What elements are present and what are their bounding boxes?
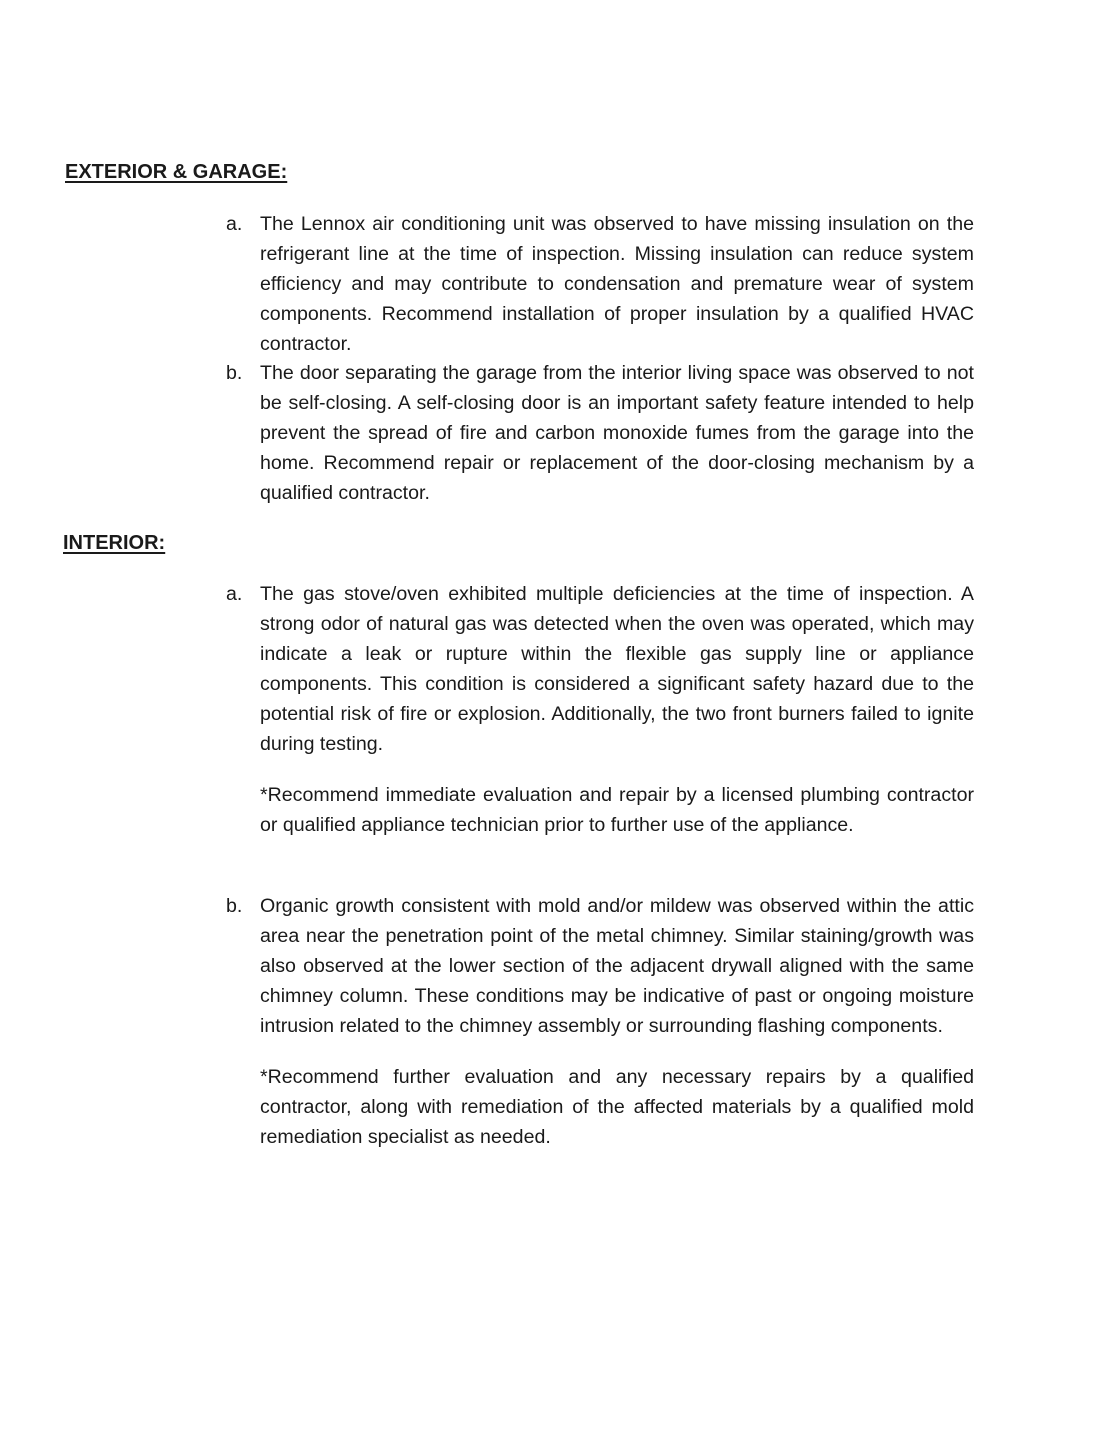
item-text: The gas stove/oven exhibited multiple deficiencies at the time of inspection. A strong odor of natural gas was detected when the oven was operated, which may indicate a leak or rupture within the flexible gas supply line or appliance components. This condition is considered a significant safety hazard due to the potential risk of fire or explosion. Additionally, the two front burners failed to ignite during testing. [260,583,974,755]
item-text: The door separating the garage from the interior living space was observed to not be self-closing. A self-closing door is an important safety feature intended to help prevent the spread of fire and carbon monoxide fumes from the garage into the home. Recommend repair or replacement of the door-closing mechanism by a qualified contractor. [260,362,974,504]
list-item-interior-b [226,891,974,1152]
item-recommendation: *Recommend further evaluation and any necessary repairs by a qualified contractor, along with remediation of the affected materials by a qualified mold remediation specialist as needed. [260,1066,974,1148]
section-heading-exterior-garage: EXTERIOR & GARAGE: [65,161,288,183]
list-item-interior-a [226,579,974,840]
list-item-exterior-a [226,209,974,359]
section-heading-interior: INTERIOR: [63,532,166,554]
list-marker: a. [226,213,243,235]
list-marker: a. [226,583,243,605]
list-marker: b. [226,895,243,917]
list-item-exterior-b [226,358,974,508]
item-text: Organic growth consistent with mold and/or mildew was observed within the attic area near the penetration point of the metal chimney. Similar staining/growth was also observed at the lower section of the adjacent drywall aligned with the same chimney column. These conditions may be indicative of past or ongoing moisture intrusion related to the chimney assembly or surrounding flashing components. [260,895,974,1037]
list-marker: b. [226,362,243,384]
item-recommendation: *Recommend immediate evaluation and repair by a licensed plumbing contractor or qualified appliance technician prior to further use of the appliance. [260,784,974,836]
item-text: The Lennox air conditioning unit was observed to have missing insulation on the refrigerant line at the time of inspection. Missing insulation can reduce system efficiency and may contribute to condensation and premature wear of system components. Recommend installation of proper insulation by a qualified HVAC contractor. [260,213,974,355]
